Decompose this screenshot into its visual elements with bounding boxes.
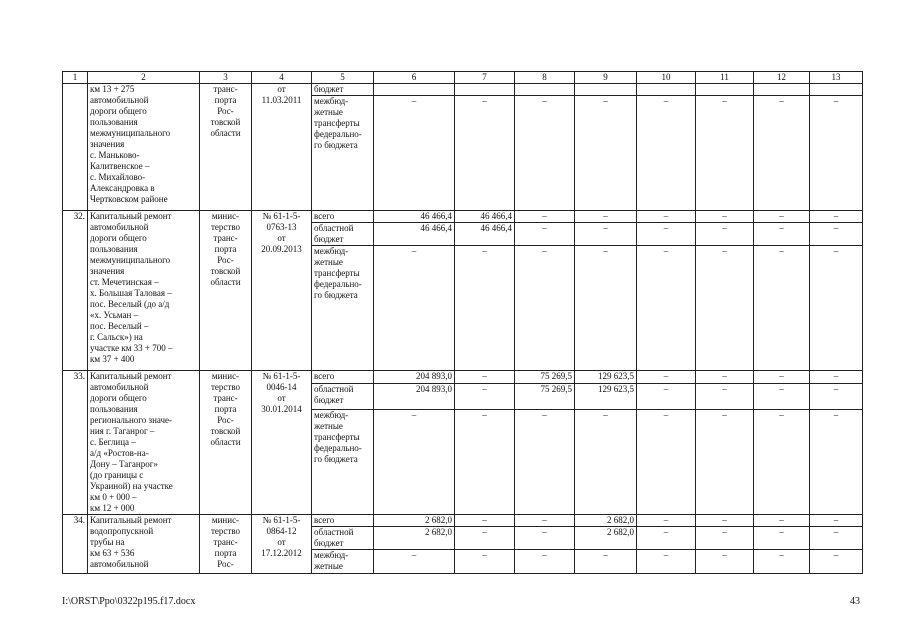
object-name-cell: Капитальный ремонт автомобильной дороги общего пользования межмуниципального значения ст. Мечетинская – х. Большая Таловая – пос. Веселый (до а/д «х. Усьман – пос. Веселый – г. Сальск») на участке км 33 + 700 – км 37 + 400 xyxy=(88,211,200,371)
value-cell: – xyxy=(575,223,637,246)
value-cell: – xyxy=(810,550,863,574)
value-cell: – xyxy=(754,409,810,514)
footer-file-path: I:\ORST\Ppo\0322p195.f17.docx xyxy=(62,596,196,607)
value-cell: – xyxy=(455,384,515,409)
value-cell: – xyxy=(455,550,515,574)
value-cell: – xyxy=(374,96,455,211)
value-cell: 46 466,4 xyxy=(455,223,515,246)
funding-source-label: всего xyxy=(312,515,374,527)
funding-source-label: межбюд- жетные xyxy=(312,550,374,574)
column-number: 13 xyxy=(810,72,863,84)
column-number: 7 xyxy=(455,72,515,84)
value-cell: – xyxy=(810,515,863,527)
organization-cell: минис- терство транс- порта Рос- товской области xyxy=(200,211,252,371)
value-cell: – xyxy=(696,211,754,223)
funding-source-label: областной бюджет xyxy=(312,384,374,409)
value-cell: – xyxy=(696,246,754,371)
value-cell: – xyxy=(515,515,575,527)
value-cell: – xyxy=(696,223,754,246)
value-cell: – xyxy=(696,384,754,409)
value-cell: – xyxy=(455,246,515,371)
value-cell: 204 893,0 xyxy=(374,384,455,409)
value-cell: – xyxy=(810,384,863,409)
document-cell: от 11.03.2011 xyxy=(252,84,312,211)
value-cell: 75 269,5 xyxy=(515,384,575,409)
column-number: 11 xyxy=(696,72,754,84)
value-cell xyxy=(696,84,754,96)
value-cell: 2 682,0 xyxy=(575,515,637,527)
value-cell: 46 466,4 xyxy=(374,211,455,223)
value-cell: – xyxy=(637,223,696,246)
table-row xyxy=(63,371,863,384)
column-number: 4 xyxy=(252,72,312,84)
column-number: 6 xyxy=(374,72,455,84)
column-number: 1 xyxy=(63,72,88,84)
value-cell xyxy=(455,84,515,96)
value-cell: – xyxy=(754,211,810,223)
value-cell: – xyxy=(810,211,863,223)
column-number: 9 xyxy=(575,72,637,84)
value-cell: – xyxy=(696,371,754,384)
value-cell: – xyxy=(754,384,810,409)
funding-source-label: областной бюджет xyxy=(312,223,374,246)
value-cell: – xyxy=(515,96,575,211)
value-cell: – xyxy=(455,527,515,550)
object-name-cell: км 13 + 275 автомобильной дороги общего пользования межмуниципального значения с. Маньково- Калитвенское – с. Михайлово- Александровка в Чертковском районе xyxy=(88,84,200,211)
value-cell: – xyxy=(515,550,575,574)
value-cell: – xyxy=(810,246,863,371)
value-cell: – xyxy=(455,409,515,514)
value-cell: – xyxy=(810,409,863,514)
value-cell: 129 623,5 xyxy=(575,384,637,409)
value-cell: – xyxy=(575,211,637,223)
funding-source-label: областной бюджет xyxy=(312,527,374,550)
value-cell: – xyxy=(637,384,696,409)
entry-number-cell: 34. xyxy=(63,515,88,574)
value-cell: – xyxy=(515,527,575,550)
value-cell: – xyxy=(515,211,575,223)
value-cell: – xyxy=(455,515,515,527)
object-name-cell: Капитальный ремонт водопропускной трубы на км 63 + 536 автомобильной xyxy=(88,515,200,574)
value-cell: – xyxy=(696,515,754,527)
value-cell xyxy=(637,84,696,96)
organization-cell: минис- терство транс- порта Рос- xyxy=(200,515,252,574)
value-cell: – xyxy=(637,211,696,223)
value-cell xyxy=(754,84,810,96)
column-number: 3 xyxy=(200,72,252,84)
value-cell: – xyxy=(515,409,575,514)
funding-source-label: всего xyxy=(312,371,374,384)
value-cell: 75 269,5 xyxy=(515,371,575,384)
column-number: 2 xyxy=(88,72,200,84)
value-cell: – xyxy=(754,246,810,371)
value-cell: – xyxy=(810,371,863,384)
value-cell: – xyxy=(637,550,696,574)
value-cell: – xyxy=(696,409,754,514)
value-cell xyxy=(810,84,863,96)
value-cell: – xyxy=(754,527,810,550)
value-cell: – xyxy=(515,246,575,371)
entry-number-cell: 33. xyxy=(63,371,88,515)
value-cell: – xyxy=(575,96,637,211)
value-cell: – xyxy=(637,515,696,527)
budget-table xyxy=(62,71,863,574)
funding-source-label: бюджет xyxy=(312,84,374,96)
column-number: 8 xyxy=(515,72,575,84)
entry-number-cell: 32. xyxy=(63,211,88,371)
value-cell: – xyxy=(575,550,637,574)
value-cell: – xyxy=(810,223,863,246)
value-cell: – xyxy=(696,550,754,574)
value-cell: – xyxy=(810,527,863,550)
document-cell: № 61-1-5- 0864-12 от 17.12.2012 xyxy=(252,515,312,574)
value-cell: – xyxy=(575,409,637,514)
value-cell: – xyxy=(754,515,810,527)
funding-source-label: межбюд- жетные трансферты федерально- го бюджета xyxy=(312,96,374,211)
funding-source-label: всего xyxy=(312,211,374,223)
value-cell: 129 623,5 xyxy=(575,371,637,384)
value-cell: – xyxy=(810,96,863,211)
column-number-row xyxy=(63,72,863,84)
value-cell: – xyxy=(754,96,810,211)
value-cell: – xyxy=(575,246,637,371)
value-cell: 46 466,4 xyxy=(374,223,455,246)
funding-source-label: межбюд- жетные трансферты федерально- го бюджета xyxy=(312,246,374,371)
value-cell: – xyxy=(637,96,696,211)
value-cell xyxy=(374,84,455,96)
value-cell: – xyxy=(374,550,455,574)
organization-cell: транс- порта Рос- товской области xyxy=(200,84,252,211)
funding-source-label: межбюд- жетные трансферты федерально- го бюджета xyxy=(312,409,374,514)
value-cell: – xyxy=(754,371,810,384)
document-cell: № 61-1-5- 0763-13 от 20.09.2013 xyxy=(252,211,312,371)
document-cell: № 61-1-5- 0046-14 от 30.01.2014 xyxy=(252,371,312,515)
value-cell: – xyxy=(637,371,696,384)
value-cell: – xyxy=(637,527,696,550)
value-cell: 204 893,0 xyxy=(374,371,455,384)
value-cell xyxy=(575,84,637,96)
column-number: 5 xyxy=(312,72,374,84)
value-cell: – xyxy=(515,223,575,246)
value-cell: – xyxy=(374,246,455,371)
value-cell: – xyxy=(455,96,515,211)
page-number: 43 xyxy=(850,596,860,607)
value-cell: 2 682,0 xyxy=(374,527,455,550)
object-name-cell: Капитальный ремонт автомобильной дороги общего пользования регионального значе- ния г. Таганрог – с. Беглица – а/д «Ростов-на- Дону – Таганрог» (до границы с Украиной) на участке км 0 + 000 – км 12 + 000 xyxy=(88,371,200,515)
value-cell: – xyxy=(455,371,515,384)
value-cell: – xyxy=(696,527,754,550)
table-row xyxy=(63,84,863,96)
table-row xyxy=(63,515,863,527)
table-row xyxy=(63,211,863,223)
value-cell: – xyxy=(754,550,810,574)
value-cell: 2 682,0 xyxy=(575,527,637,550)
value-cell xyxy=(515,84,575,96)
value-cell: – xyxy=(637,409,696,514)
entry-number-cell xyxy=(63,84,88,211)
value-cell: 2 682,0 xyxy=(374,515,455,527)
value-cell: 46 466,4 xyxy=(455,211,515,223)
value-cell: – xyxy=(637,246,696,371)
organization-cell: минис- терство транс- порта Рос- товской области xyxy=(200,371,252,515)
value-cell: – xyxy=(696,96,754,211)
column-number: 10 xyxy=(637,72,696,84)
column-number: 12 xyxy=(754,72,810,84)
value-cell: – xyxy=(754,223,810,246)
value-cell: – xyxy=(374,409,455,514)
